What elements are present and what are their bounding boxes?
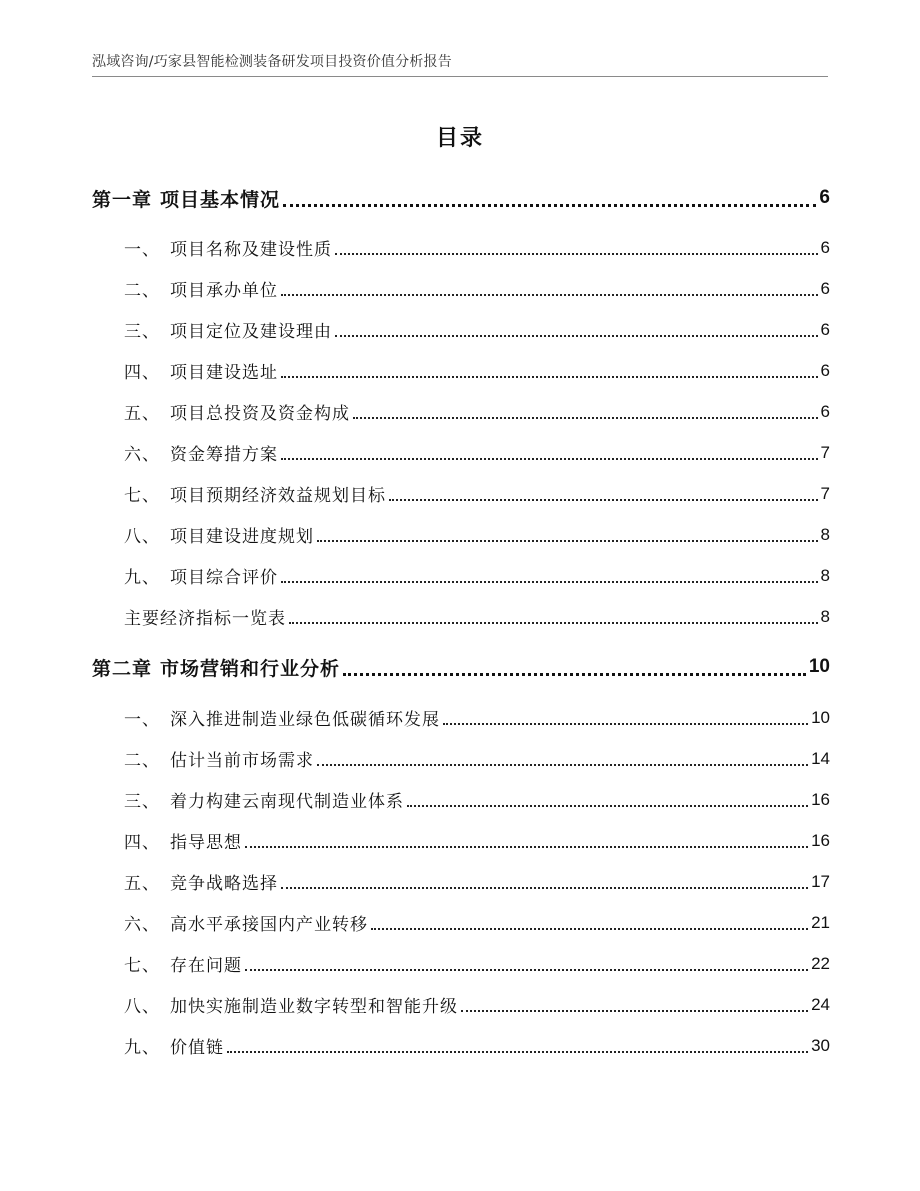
toc-page-number: 10 [808,656,830,677]
toc-entry[interactable] [92,309,830,350]
toc-page-number: 10 [811,707,830,727]
toc-entry[interactable] [92,738,830,779]
toc-entry-number: 五、 [124,874,160,894]
toc-dot-leader [343,672,806,676]
toc-entry-title: 项目建设进度规划 [170,527,314,547]
toc-page-number: 8 [820,565,830,585]
toc-chapter-number: 第二章 [92,657,153,680]
toc-entry-title: 项目综合评价 [170,568,278,588]
toc-page-number: 14 [811,748,830,768]
toc-entry-number: 四、 [124,833,160,853]
toc-entry-title: 高水平承接国内产业转移 [170,915,368,935]
toc-entry-title: 项目承办单位 [170,281,278,301]
toc-dot-leader [281,293,818,296]
toc-page-number: 22 [811,953,830,973]
toc-entry-number: 九、 [124,568,160,588]
toc-entry-number: 一、 [124,240,160,260]
toc-page-number: 17 [811,871,830,891]
toc-dot-leader [289,621,818,624]
toc-entry[interactable] [92,268,830,309]
toc-chapter-1[interactable] [92,178,830,218]
toc-dot-leader [283,203,816,207]
toc-entry[interactable] [92,350,830,391]
toc-page-number: 6 [820,237,830,257]
toc-page-number: 30 [811,1035,830,1055]
toc-dot-leader [461,1009,808,1012]
toc-dot-leader [245,845,808,848]
toc-entry-title: 主要经济指标一览表 [124,609,286,629]
toc-dot-leader [371,927,808,930]
toc-page-number: 7 [820,442,830,462]
toc-entry-number: 二、 [124,281,160,301]
toc-entry[interactable] [92,432,830,473]
toc-dot-leader [407,804,808,807]
toc-entry-number: 九、 [124,1038,160,1058]
toc-entry-number: 四、 [124,363,160,383]
toc-entry-number: 二、 [124,751,160,771]
toc-entry-title: 项目建设选址 [170,363,278,383]
toc-page-number: 24 [811,994,830,1014]
toc-entry[interactable] [92,227,830,268]
toc-title: 目录 [435,126,484,151]
toc-entry-title: 项目定位及建设理由 [170,322,332,342]
toc-dot-leader [281,375,818,378]
toc-entry-number: 三、 [124,322,160,342]
toc-entry-title: 着力构建云南现代制造业体系 [170,792,404,812]
toc-entry-title: 价值链 [170,1038,224,1058]
toc-entry[interactable] [92,514,830,555]
toc-chapter-2[interactable] [92,646,830,688]
toc-page-number: 8 [820,606,830,626]
toc-entry-title: 存在问题 [170,956,242,976]
toc-entry[interactable] [92,902,830,943]
toc-dot-leader [335,252,818,255]
table-of-contents [92,178,830,1066]
toc-entry[interactable] [92,697,830,738]
toc-entry-number: 一、 [124,710,160,730]
toc-dot-leader [227,1050,808,1053]
toc-entry-number: 七、 [124,956,160,976]
toc-entry-number: 八、 [124,527,160,547]
toc-dot-leader [281,580,818,583]
toc-page-number: 7 [820,483,830,503]
toc-page-number: 16 [811,789,830,809]
toc-entry-title: 项目总投资及资金构成 [170,404,350,424]
toc-page-number: 21 [811,912,830,932]
toc-entry-title: 估计当前市场需求 [170,751,314,771]
toc-entry[interactable] [92,779,830,820]
toc-entry-title: 竞争战略选择 [170,874,278,894]
toc-dot-leader [443,722,808,725]
toc-entry-title: 指导思想 [170,833,242,853]
toc-entry[interactable] [92,596,830,637]
toc-chapter-label [92,185,280,212]
toc-entry[interactable] [92,391,830,432]
toc-chapter-title: 市场营销和行业分析 [160,657,341,680]
toc-chapter-label [92,654,340,681]
toc-dot-leader [317,763,808,766]
toc-page-number: 6 [819,187,830,208]
toc-entry[interactable] [92,473,830,514]
toc-entry-title: 资金筹措方案 [170,445,278,465]
toc-entry-number: 三、 [124,792,160,812]
toc-entry[interactable] [92,943,830,984]
toc-entry-number: 五、 [124,404,160,424]
running-header: 泓域咨询/巧家县智能检测装备研发项目投资价值分析报告 [92,54,452,70]
toc-page-number: 8 [820,524,830,544]
toc-dot-leader [389,498,818,501]
toc-dot-leader [245,968,808,971]
toc-entry[interactable] [92,820,830,861]
toc-dot-leader [353,416,818,419]
toc-entry-number: 七、 [124,486,160,506]
toc-entry[interactable] [92,555,830,596]
toc-entry-number: 六、 [124,445,160,465]
toc-dot-leader [281,886,808,889]
toc-entry-title: 项目预期经济效益规划目标 [170,486,386,506]
toc-entry[interactable] [92,984,830,1025]
toc-dot-leader [335,334,818,337]
toc-entry-number: 八、 [124,997,160,1017]
toc-dot-leader [317,539,818,542]
toc-entry-title: 项目名称及建设性质 [170,240,332,260]
toc-chapter-title: 项目基本情况 [160,188,281,211]
toc-chapter-number: 第一章 [92,188,153,211]
toc-dot-leader [281,457,818,460]
toc-entry[interactable] [92,861,830,902]
toc-page-number: 6 [820,401,830,421]
toc-entry-title: 深入推进制造业绿色低碳循环发展 [170,710,440,730]
toc-entry[interactable] [92,1025,830,1066]
header-divider [92,76,828,77]
toc-page-number: 6 [820,278,830,298]
toc-page-number: 16 [811,830,830,850]
toc-page-number: 6 [820,319,830,339]
toc-entry-number: 六、 [124,915,160,935]
toc-entry-title: 加快实施制造业数字转型和智能升级 [170,997,458,1017]
toc-page-number: 6 [820,360,830,380]
